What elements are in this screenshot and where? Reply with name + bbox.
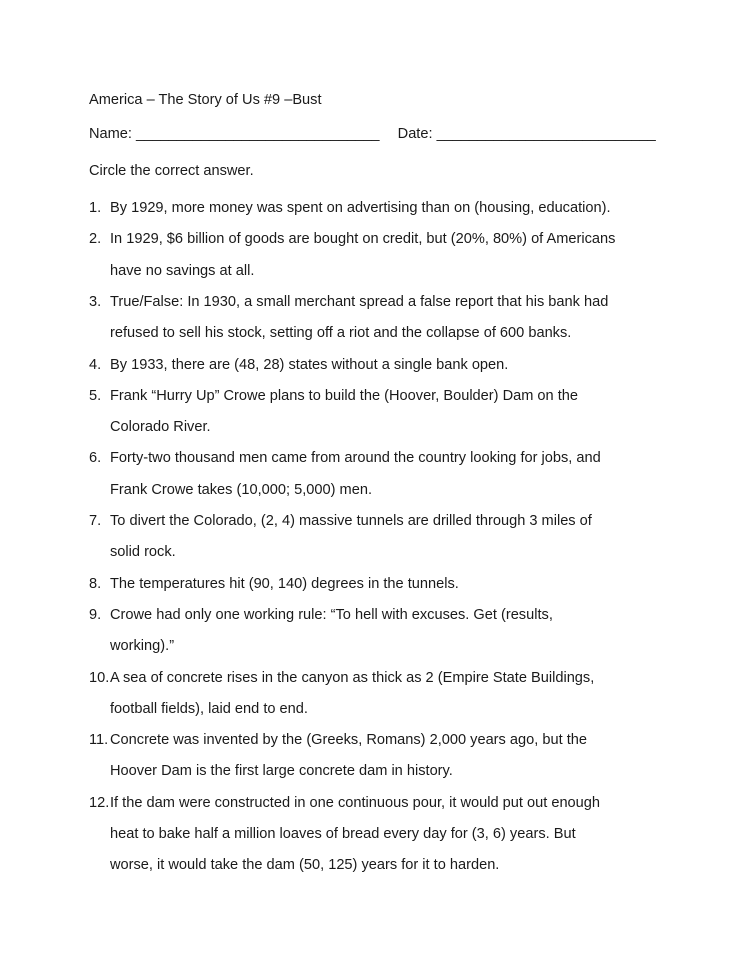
question-number: 11.: [89, 732, 109, 749]
question-number: 6.: [89, 450, 102, 467]
question-text-line: football fields), laid end to end.: [110, 700, 308, 717]
question-text-line: Frank Crowe takes (10,000; 5,000) men.: [110, 481, 373, 498]
question-text-line: solid rock.: [110, 544, 176, 561]
question-text-line: working).”: [110, 638, 175, 655]
question-text-line: If the dam were constructed in one continuous pour, it would put out enough: [110, 794, 601, 811]
question-number: 4.: [89, 356, 102, 373]
worksheet-title: America – The Story of Us #9 –Bust: [89, 92, 322, 108]
instructions: Circle the correct answer.: [89, 163, 254, 179]
question-text-line: refused to sell his stock, setting off a riot and the collapse of 600 banks.: [110, 325, 572, 342]
question-number: 1.: [89, 200, 102, 216]
question-text-line: In 1929, $6 billion of goods are bought on credit, but (20%, 80%) of Americans: [110, 231, 616, 248]
question-text-line: Frank “Hurry Up” Crowe plans to build the (Hoover, Boulder) Dam on the: [110, 387, 579, 404]
question-text-line: By 1929, more money was spent on advertising than on (housing, education).: [110, 200, 611, 216]
question-text-line: worse, it would take the dam (50, 125) years for it to harden.: [110, 857, 500, 874]
question-number: 12.: [89, 794, 110, 811]
question-text-line: Forty-two thousand men came from around the country looking for jobs, and: [110, 450, 601, 467]
question-number: 3.: [89, 293, 102, 310]
question-number: 5.: [89, 387, 102, 404]
question-text-line: To divert the Colorado, (2, 4) massive tunnels are drilled through 3 miles of: [110, 513, 592, 529]
question-number: 2.: [89, 231, 102, 248]
question-text-line: Colorado River.: [110, 419, 211, 436]
name-field: Name: ______________________________: [89, 126, 380, 142]
question-text-line: heat to bake half a million loaves of bread every day for (3, 6) years. But: [110, 826, 576, 842]
question-number: 8.: [89, 575, 102, 592]
question-text-line: Crowe had only one working rule: “To hell with excuses. Get (results,: [110, 606, 553, 623]
name-date-row: [89, 127, 656, 142]
question-number: 10.: [89, 669, 110, 686]
question-number: 7.: [89, 513, 102, 529]
question-text-line: The temperatures hit (90, 140) degrees in the tunnels.: [110, 575, 459, 592]
date-field: Date: ___________________________: [397, 126, 656, 142]
question-text-line: Concrete was invented by the (Greeks, Romans) 2,000 years ago, but the: [110, 732, 587, 749]
question-text-line: have no savings at all.: [110, 262, 255, 279]
question-number: 9.: [89, 606, 102, 623]
question-text-line: By 1933, there are (48, 28) states without a single bank open.: [110, 356, 509, 373]
question-text-line: Hoover Dam is the first large concrete dam in history.: [110, 763, 453, 780]
question-text-line: A sea of concrete rises in the canyon as thick as 2 (Empire State Buildings,: [110, 669, 595, 686]
question-text-line: True/False: In 1930, a small merchant spread a false report that his bank had: [110, 293, 609, 310]
